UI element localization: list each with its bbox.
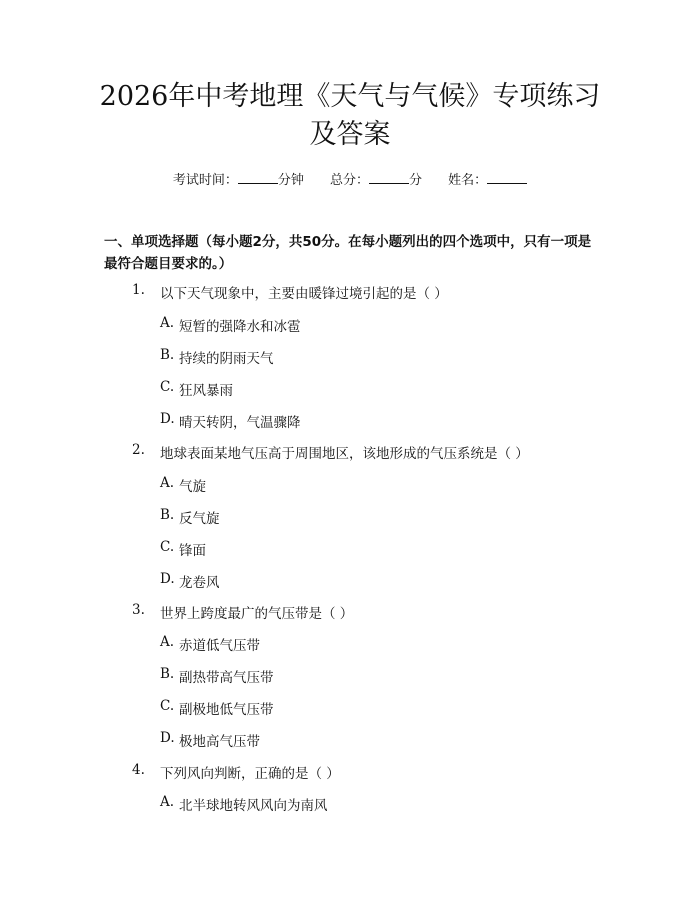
question-number: 4. — [132, 762, 145, 778]
option-letter: A. — [160, 315, 175, 331]
question-text: 以下天气现象中，主要由暖锋过境引起的是（ ） — [160, 286, 448, 302]
option-letter: D. — [160, 411, 175, 427]
question-text: 下列风向判断，正确的是（ ） — [160, 766, 340, 782]
total-score-unit: 分 — [409, 173, 423, 188]
option-letter: B. — [160, 666, 175, 682]
option-text: 副热带高气压带 — [179, 670, 274, 686]
exam-time-label: 考试时间： — [172, 173, 238, 188]
question-text: 地球表面某地气压高于周围地区，该地形成的气压系统是（ ） — [160, 446, 529, 462]
option-text: 副极地低气压带 — [179, 702, 274, 718]
exam-time-field — [173, 169, 304, 188]
question-number: 3. — [132, 602, 145, 618]
option-text: 锋面 — [179, 543, 206, 559]
option-letter: C. — [160, 698, 175, 714]
option-letter: A. — [160, 634, 175, 650]
option-text: 北半球地转风风向为南风 — [179, 798, 328, 814]
option-letter: D. — [160, 571, 175, 587]
option-text: 持续的阴雨天气 — [179, 351, 274, 367]
name-blank[interactable] — [487, 171, 527, 184]
exam-time-blank[interactable] — [238, 171, 278, 184]
option-text: 晴天转阴，气温骤降 — [179, 415, 301, 431]
section-heading: 一、单项选择题（每小题2分，共50分。在每小题列出的四个选项中，只有一项是最符合题目要求的。） — [104, 234, 592, 272]
option-text: 短暂的强降水和冰雹 — [179, 319, 301, 335]
question-text: 世界上跨度最广的气压带是（ ） — [160, 606, 354, 622]
option-text: 龙卷风 — [179, 575, 220, 591]
exam-meta — [0, 169, 700, 188]
option-letter: B. — [160, 347, 175, 363]
name-field — [448, 169, 527, 188]
name-label: 姓名： — [448, 173, 488, 188]
option-letter: B. — [160, 507, 175, 523]
option-letter: A. — [160, 475, 175, 491]
option-letter: C. — [160, 379, 175, 395]
option-text: 赤道低气压带 — [179, 638, 260, 654]
option-text: 气旋 — [179, 479, 206, 495]
total-score-label: 总分： — [329, 173, 369, 188]
question-number: 2. — [132, 442, 145, 458]
question-number: 1. — [132, 282, 145, 298]
option-letter: A. — [160, 794, 175, 810]
option-text: 狂风暴雨 — [179, 383, 233, 399]
option-text: 极地高气压带 — [179, 734, 260, 750]
total-score-blank[interactable] — [369, 171, 409, 184]
total-score-field — [330, 169, 422, 188]
document-title: 2026年中考地理《天气与气候》专项练习及答案 — [99, 81, 601, 150]
exam-time-unit: 分钟 — [277, 173, 304, 188]
option-letter: D. — [160, 730, 175, 746]
option-letter: C. — [160, 539, 175, 555]
option-text: 反气旋 — [179, 511, 220, 527]
